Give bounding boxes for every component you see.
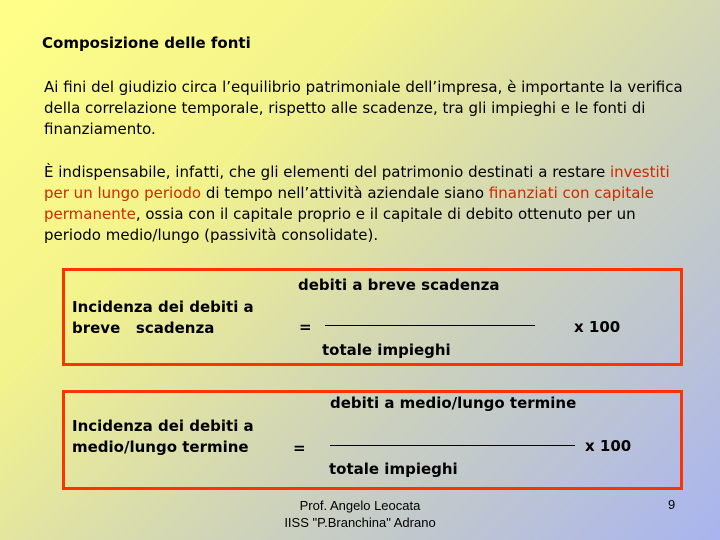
- slide-title: Composizione delle fonti: [42, 34, 251, 52]
- formula2-denominator: totale impieghi: [329, 460, 458, 478]
- page-number: 9: [668, 497, 676, 512]
- formula2-label-line2: medio/lungo termine: [72, 438, 249, 456]
- formula2-label-line1: Incidenza dei debiti a: [72, 417, 254, 435]
- formula1-multiplier: x 100: [574, 318, 621, 336]
- intro-paragraph: Ai fini del giudizio circa l’equilibrio patrimoniale dell’impresa, è importante la verifica della correlazione temporale, rispetto alle scadenze, tra gli impieghi e le fonti di finanziamento.: [44, 78, 683, 138]
- paragraph-text-2: di tempo nell’attività aziendale siano: [201, 184, 489, 202]
- formula2-label: [72, 416, 254, 458]
- footer-author: Prof. Angelo Leocata: [299, 498, 421, 513]
- formula1-label-line2: breve scadenza: [72, 319, 215, 337]
- formula1-numerator: debiti a breve scadenza: [298, 276, 500, 294]
- paragraph-text-3: , ossia con il capitale proprio e il capitale di debito ottenuto per un periodo medio/lungo (passività consolidate).: [44, 205, 636, 244]
- highlight-long-period: investiti per un lungo periodo: [44, 163, 670, 202]
- formula1-fraction-line: [325, 325, 535, 326]
- formula1-label: [72, 297, 254, 339]
- explanation-paragraph: [44, 162, 684, 246]
- formula2-numerator: debiti a medio/lungo termine: [330, 394, 577, 412]
- formula2-equals: =: [293, 439, 306, 457]
- paragraph-text-1: È indispensabile, infatti, che gli elementi del patrimonio destinati a restare: [44, 163, 610, 181]
- footer: [250, 497, 470, 531]
- formula2-fraction-line: [330, 445, 575, 446]
- formula1-equals: =: [299, 318, 312, 336]
- highlight-permanent-capital: finanziati con capitale permanente: [44, 184, 654, 223]
- formula1-label-line1: Incidenza dei debiti a: [72, 298, 254, 316]
- formula2-multiplier: x 100: [585, 437, 632, 455]
- footer-school: IISS "P.Branchina" Adrano: [284, 515, 436, 530]
- formula1-denominator: totale impieghi: [322, 341, 451, 359]
